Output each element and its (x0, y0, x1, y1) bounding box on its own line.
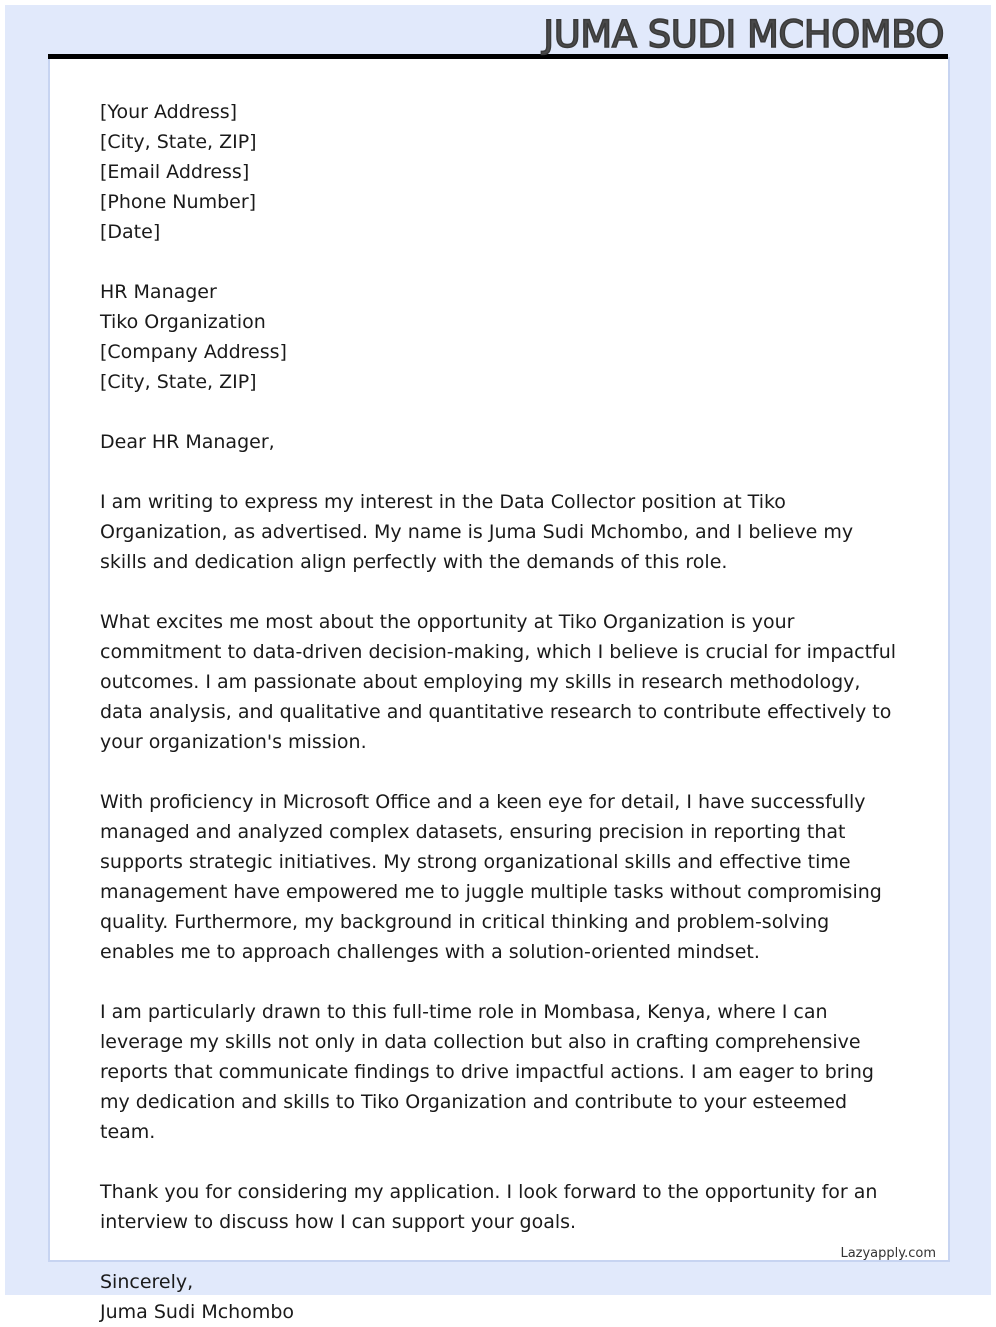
recipient-city-state-zip: [City, State, ZIP] (100, 371, 257, 393)
footer-brand: Lazyapply.com (840, 1246, 936, 1261)
applicant-name-heading: JUMA SUDI MCHOMBO (543, 13, 944, 56)
paragraph-skills: With proficiency in Microsoft Office and a keen eye for detail, I have successfully managed and analyzed complex datasets, ensuring precision in reporting that supports strategic initiatives. My strong organizational skills and effective time management have empowered me to juggle multiple tasks without compromising quality. Furthermore, my background in critical thinking and problem-solving enables me to approach challenges with a solution-oriented mindset. (100, 791, 882, 963)
paragraph-motivation: What excites me most about the opportunity at Tiko Organization is your commitment to data-driven decision-making, which I believe is crucial for impactful outcomes. I am passionate about employing my skills in research methodology, data analysis, and qualitative and quantitative research to contribute effectively to your organization's mission. (100, 611, 897, 753)
letter-date: [Date] (100, 221, 161, 243)
cover-letter-body (100, 97, 900, 1327)
sender-email: [Email Address] (100, 161, 250, 183)
sender-address: [Your Address] (100, 101, 238, 123)
salutation: Dear HR Manager, (100, 431, 275, 453)
signature-name: Juma Sudi Mchombo (100, 1301, 295, 1323)
sender-city-state-zip: [City, State, ZIP] (100, 131, 257, 153)
sender-block (100, 97, 900, 247)
recipient-block (100, 277, 900, 397)
paragraph-role-interest: I am particularly drawn to this full-time role in Mombasa, Kenya, where I can leverage my skills not only in data collection but also in crafting comprehensive reports that communicate findings to drive impactful actions. I am eager to bring my dedication and skills to Tiko Organization and contribute to your esteemed team. (100, 1001, 874, 1143)
closing: Sincerely, (100, 1271, 194, 1293)
sender-phone: [Phone Number] (100, 191, 257, 213)
paragraph-thanks: Thank you for considering my application. I look forward to the opportunity for an interview to discuss how I can support your goals. (100, 1181, 878, 1233)
paragraph-intro: I am writing to express my interest in the Data Collector position at Tiko Organization, as advertised. My name is Juma Sudi Mchombo, and I believe my skills and dedication align perfectly with the demands of this role. (100, 491, 854, 573)
recipient-address: [Company Address] (100, 341, 287, 363)
recipient-organization: Tiko Organization (100, 311, 266, 333)
recipient-title: HR Manager (100, 281, 217, 303)
